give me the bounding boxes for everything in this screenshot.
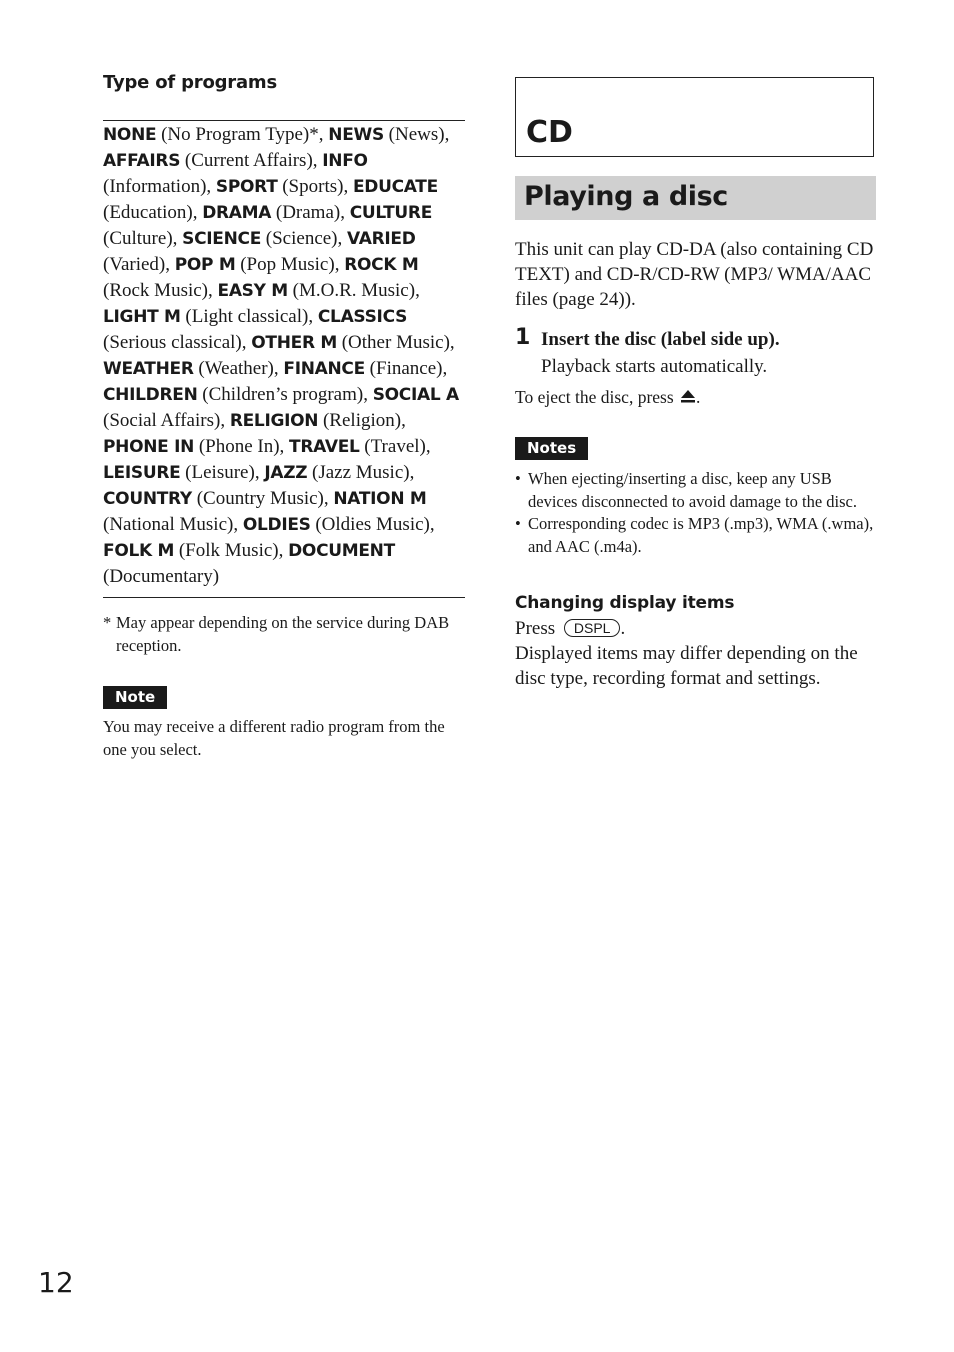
program-code: POP M: [174, 255, 236, 275]
press-text: Press: [515, 618, 556, 639]
program-code: COUNTRY: [103, 489, 192, 509]
program-code: TRAVEL: [289, 437, 360, 457]
program-desc: (Children’s program): [197, 384, 364, 405]
program-desc: (Phone In): [194, 436, 280, 457]
program-code: RELIGION: [229, 411, 319, 431]
program-desc: (No Program Type)*: [156, 124, 319, 145]
program-type: [103, 488, 324, 509]
program-desc: (Documentary): [103, 566, 220, 587]
page-number: 12: [38, 1266, 74, 1299]
program-type: [103, 124, 319, 145]
right-column: [515, 77, 876, 691]
eject-end: .: [696, 387, 701, 407]
notes-list: [515, 468, 876, 558]
program-type: [103, 306, 308, 327]
program-code: CHILDREN: [103, 385, 198, 405]
footnote: [103, 611, 465, 657]
program-code: OLDIES: [242, 515, 311, 535]
display-text: Displayed items may differ depending on the disc type, recording format and settings.: [515, 643, 858, 689]
press-line: [515, 616, 876, 641]
program-type: [182, 228, 337, 249]
program-desc: (Pop Music): [235, 254, 335, 275]
program-desc: (Jazz Music): [307, 462, 410, 483]
step-title: Insert the disc (label side up).: [541, 329, 780, 350]
program-type: [218, 280, 416, 301]
program-type: [264, 462, 409, 483]
program-code: NONE: [103, 125, 157, 145]
program-desc: (M.O.R. Music): [287, 280, 416, 301]
program-code: LIGHT M: [103, 307, 181, 327]
program-desc: (Science): [261, 228, 338, 249]
display-heading: Changing display items: [515, 593, 735, 613]
program-type: [289, 436, 426, 457]
program-type: [103, 150, 313, 171]
dspl-key: DSPL: [564, 619, 621, 637]
notes-label: Notes: [515, 437, 588, 460]
program-desc: (Drama): [271, 202, 341, 223]
left-column: [103, 70, 465, 761]
section-title-bar: [515, 176, 876, 220]
program-code: EASY M: [217, 281, 288, 301]
program-code: DRAMA: [202, 203, 272, 223]
program-type: [175, 254, 335, 275]
program-desc: (Weather): [193, 358, 274, 379]
program-desc: (Finance): [364, 358, 443, 379]
footnote-mark: *: [103, 613, 112, 632]
program-code: PHONE IN: [103, 437, 195, 457]
program-code: LEISURE: [103, 463, 181, 483]
program-type: [103, 358, 274, 379]
program-desc: (News): [383, 124, 445, 145]
program-code: FINANCE: [283, 359, 365, 379]
step-detail: Playback starts automatically.: [541, 356, 768, 377]
program-code: ROCK M: [344, 255, 419, 275]
eject-icon: [680, 388, 696, 404]
program-code: SOCIAL A: [372, 385, 459, 405]
program-desc: (Oldies Music): [310, 514, 430, 535]
program-desc: (Folk Music): [174, 540, 279, 561]
chapter-title: CD: [526, 115, 573, 150]
program-type: [103, 462, 255, 483]
program-type: [216, 176, 344, 197]
section-title: Playing a disc: [524, 181, 728, 212]
note-item: • When ejecting/inserting a disc, keep any USB devices disconnected to avoid damage to the disc.: [515, 468, 876, 513]
program-code: SPORT: [215, 177, 278, 197]
program-code: OTHER M: [251, 333, 337, 353]
note-text: You may receive a different radio program from the one you select.: [103, 717, 445, 759]
program-code: JAZZ: [264, 463, 308, 483]
program-desc: (Current Affairs): [180, 150, 313, 171]
program-type: [251, 332, 450, 353]
program-code: WEATHER: [103, 359, 194, 379]
program-desc: (Sports): [277, 176, 344, 197]
program-code: NATION M: [333, 489, 427, 509]
step-1: [515, 326, 876, 380]
program-desc: (Travel): [359, 436, 426, 457]
program-desc: (Light classical): [180, 306, 309, 327]
chapter-box: [515, 77, 874, 157]
eject-text: To eject the disc, press: [515, 387, 674, 407]
program-desc: (Rock Music): [103, 280, 209, 301]
program-desc: (Country Music): [191, 488, 324, 509]
program-desc: (Information): [103, 176, 207, 197]
note-item: • Corresponding codec is MP3 (.mp3), WMA (.wma), and AAC (.m4a).: [515, 513, 876, 558]
program-desc: (Varied): [103, 254, 166, 275]
program-type: [328, 124, 444, 145]
step-number: 1: [515, 325, 531, 350]
program-code: CULTURE: [349, 203, 433, 223]
program-code: EDUCATE: [352, 177, 438, 197]
program-code: FOLK M: [103, 541, 175, 561]
program-code: CLASSICS: [317, 307, 408, 327]
program-type: [283, 358, 442, 379]
program-type: [202, 202, 340, 223]
program-desc: (Religion): [318, 410, 402, 431]
program-desc: (Leisure): [180, 462, 255, 483]
program-code: DOCUMENT: [288, 541, 395, 561]
program-desc: (Education): [103, 202, 193, 223]
programs-heading: Type of programs: [103, 72, 278, 93]
program-desc: (Serious classical): [103, 332, 242, 353]
note-label: Note: [103, 686, 167, 709]
program-type: [103, 540, 279, 561]
footnote-text: May appear depending on the service during DAB reception.: [116, 613, 450, 655]
program-type: [103, 436, 280, 457]
program-desc: (National Music): [103, 514, 234, 535]
program-type: [103, 384, 363, 405]
program-type: [243, 514, 430, 535]
program-desc: (Social Affairs): [103, 410, 221, 431]
program-type: [230, 410, 401, 431]
program-types-box: NONE (No Program Type)*, NEWS (News), AFFAIRS (Current Affairs), INFO (Information), SPORT (Sports), EDUCATE (Education), DRAMA (Drama), CULTURE (Culture), SCIENCE (Science), VARIED (Varied), POP M (Pop Music), ROCK M (Rock Music), EASY M (M.O.R. Music), LIGHT M (Light classical), CLASSICS (Serious classical), OTHER M (Other Music), WEATHER (Weather), FINANCE (Finance), CHILDREN (Children’s program), SOCIAL A (Social Affairs), RELIGION (Religion), PHONE IN (Phone In), TRAVEL (Travel), LEISURE (Leisure), JAZZ (Jazz Music), COUNTRY (Country Music), NATION M (National Music), OLDIES (Oldies Music), FOLK M (Folk Music), DOCUMENT (Documentary): [103, 120, 465, 598]
program-code: VARIED: [347, 229, 416, 249]
program-code: AFFAIRS: [103, 151, 181, 171]
program-code: SCIENCE: [182, 229, 262, 249]
press-end: .: [620, 618, 626, 639]
program-code: NEWS: [328, 125, 384, 145]
eject-instruction: [515, 385, 876, 410]
intro-text: This unit can play CD-DA (also containing CD TEXT) and CD-R/CD-RW (MP3/ WMA/AAC files (page 24)).: [515, 239, 874, 310]
program-desc: (Other Music): [336, 332, 450, 353]
program-code: INFO: [322, 151, 368, 171]
program-desc: (Culture): [103, 228, 173, 249]
